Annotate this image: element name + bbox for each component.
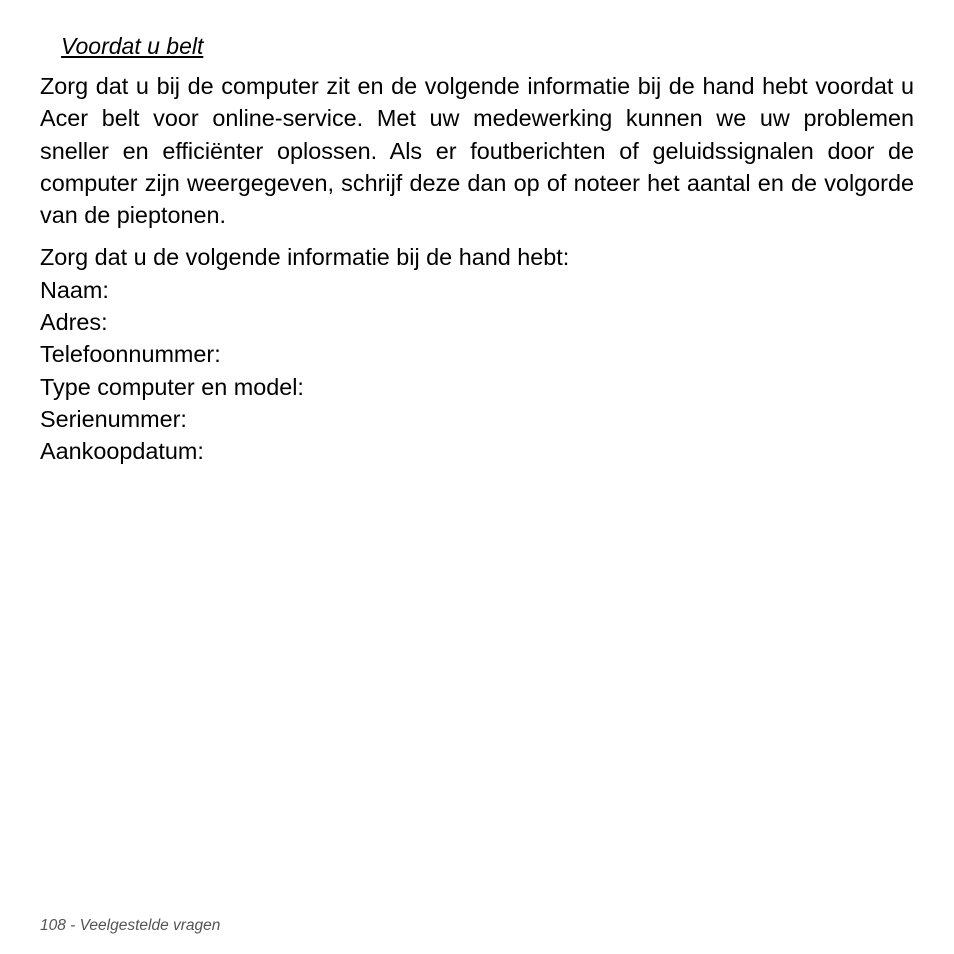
field-purchase-date-label: Aankoopdatum: [40,438,204,465]
field-phone-label: Telefoonnummer: [40,341,221,368]
field-address-label: Adres: [40,309,108,336]
page-content [40,30,914,468]
field-name-label: Naam: [40,276,109,303]
field-serial-number-label: Serienummer: [40,405,187,432]
info-field-list [40,274,914,468]
field-computer-model-label: Type computer en model: [40,373,304,400]
section-title: Voordat u belt [61,33,204,59]
info-lead-text: Zorg dat u de volgende informatie bij de hand hebt: [40,244,570,271]
page-footer: 108 - Veelgestelde vragen [40,917,221,934]
intro-paragraph: Zorg dat u bij de computer zit en de volgende informatie bij de hand hebt voordat u Acer belt voor online-service. Met uw medewerking kunnen we uw problemen sneller en efficiënter oplossen. Als er foutberichten of geluidssignalen door de computer zijn weergegeven, schrijf deze dan op of noteer het aantal en de volgorde van de pieptonen. [40,73,914,229]
